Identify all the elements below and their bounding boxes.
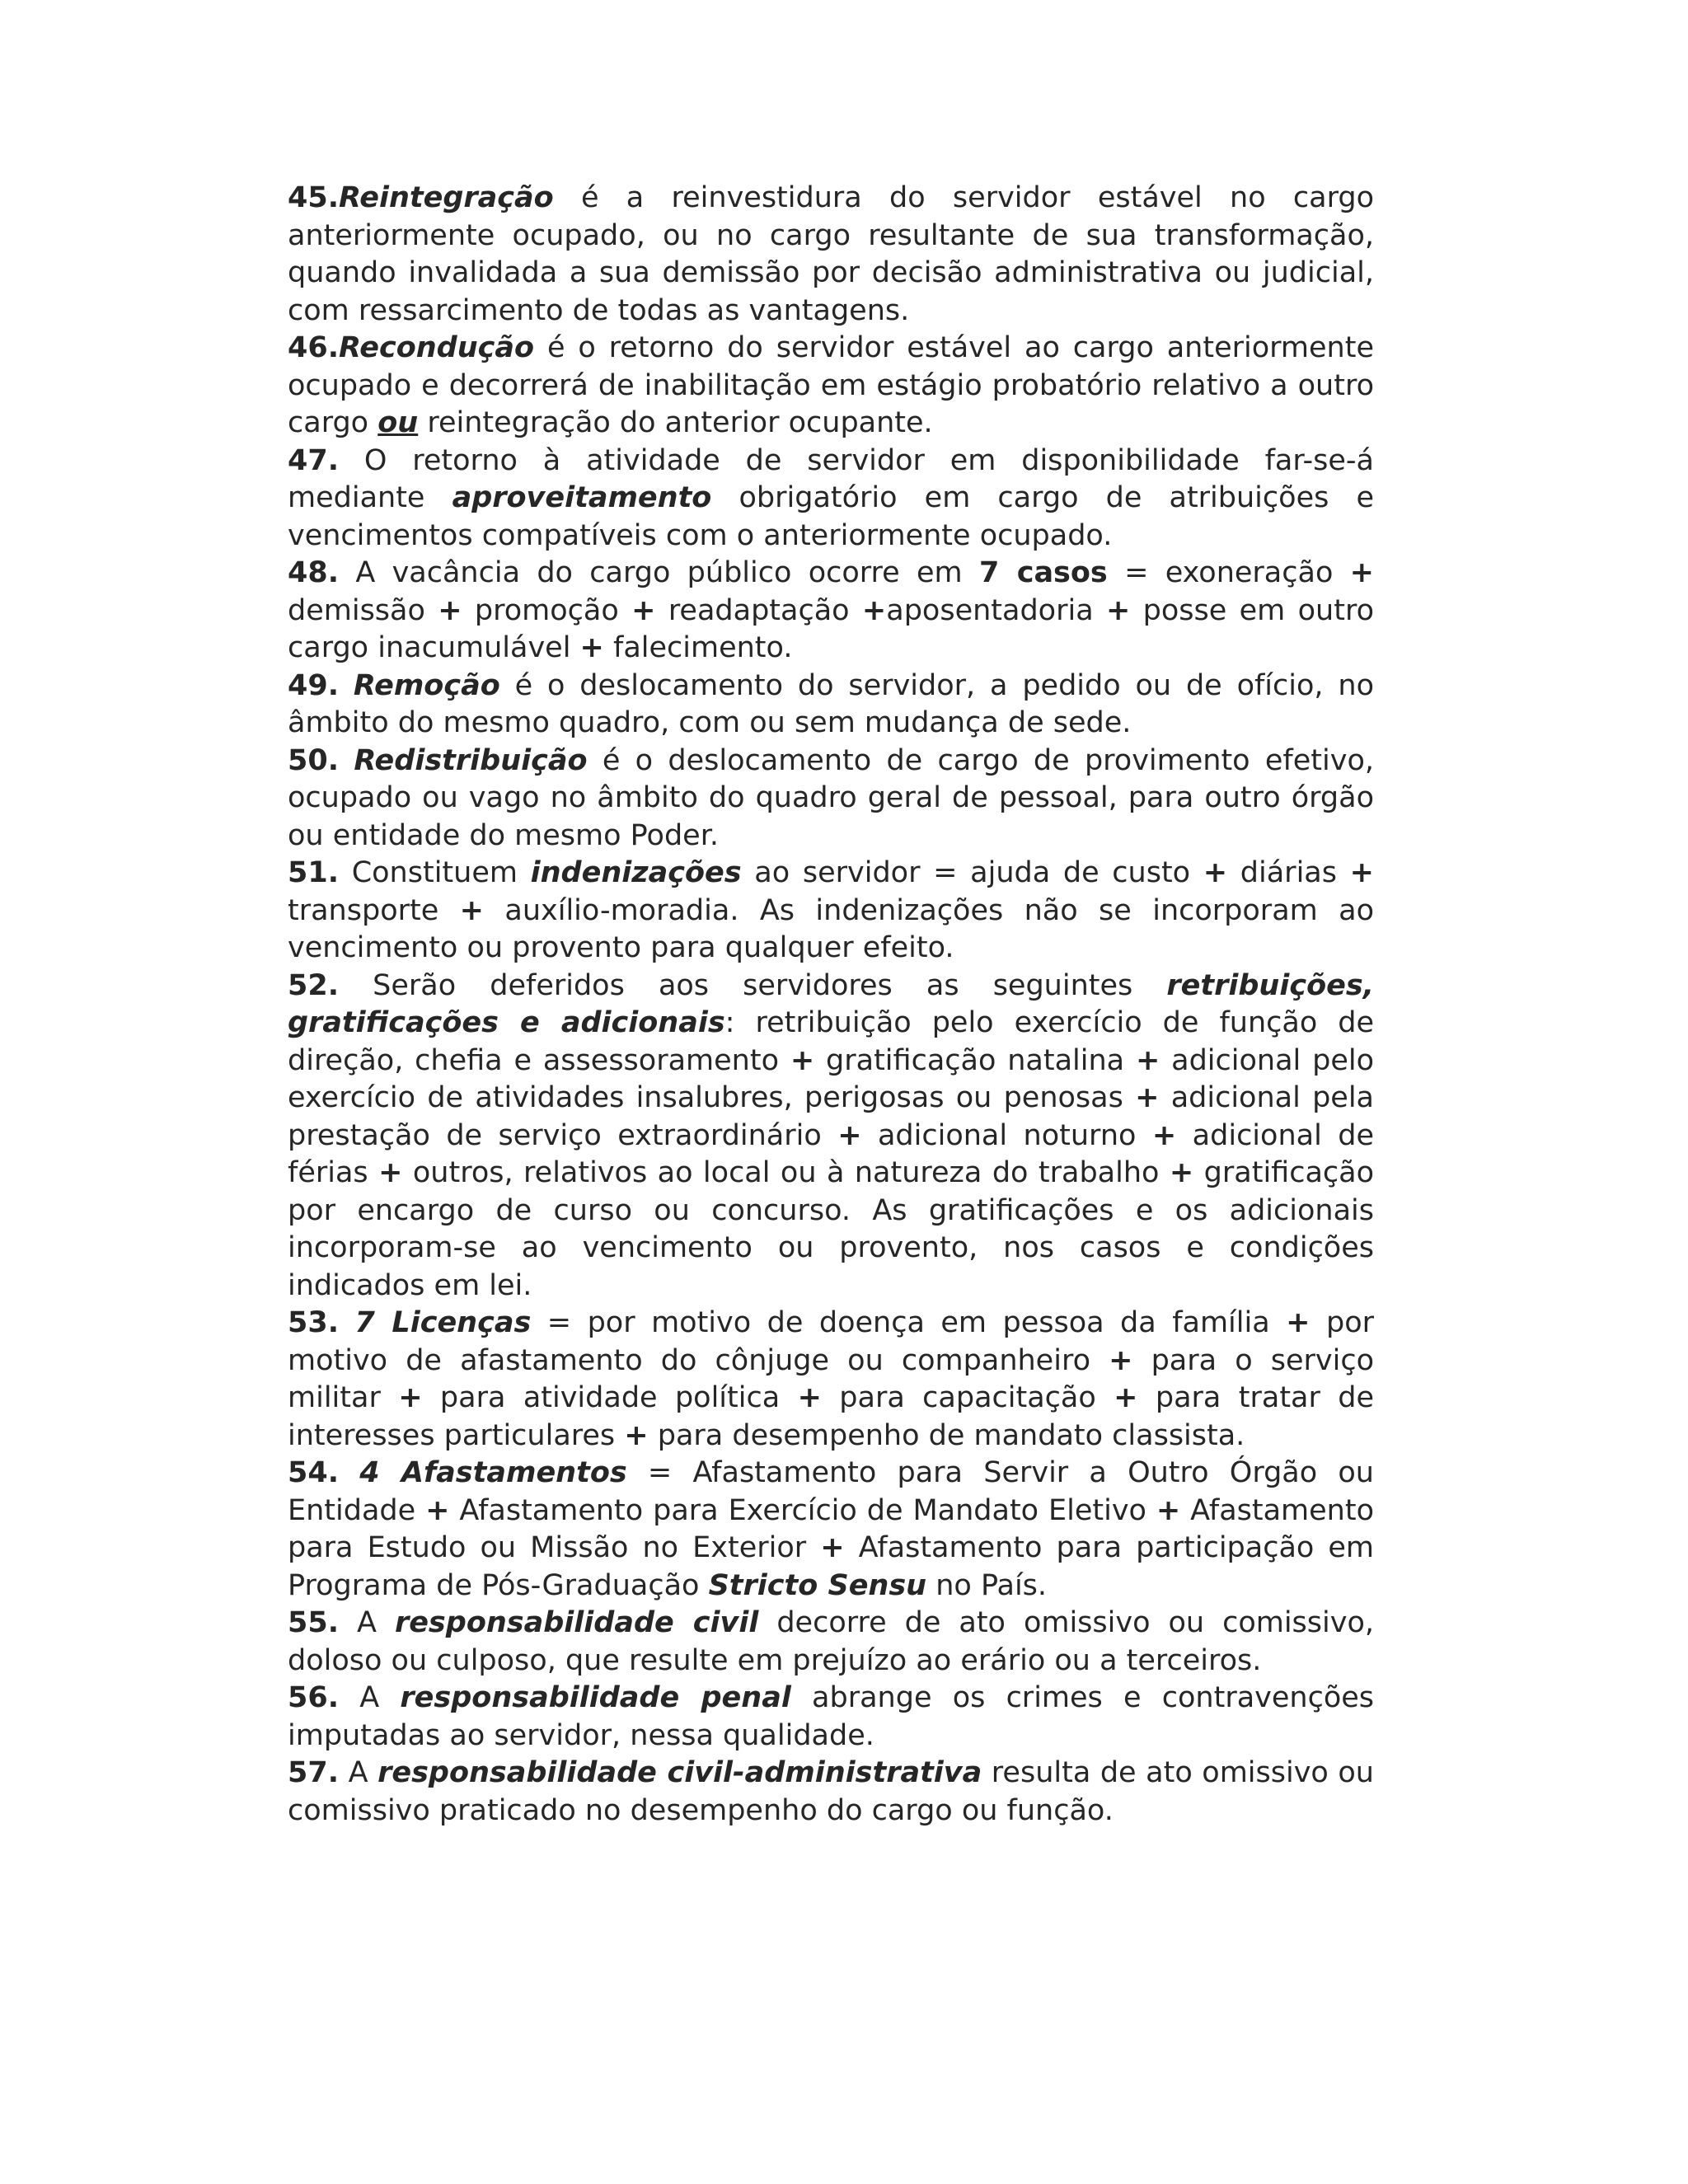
- numbered-paragraph: [288, 1455, 1374, 1605]
- emphasized-text: +: [1286, 1306, 1311, 1339]
- paragraph-text: diárias: [1227, 856, 1350, 889]
- numbered-paragraph: [288, 330, 1374, 443]
- numbered-paragraph: [288, 1305, 1374, 1455]
- paragraph-text: outros, relativos ao local ou à natureza do trabalho: [402, 1156, 1170, 1189]
- paragraph-text: transporte: [288, 893, 460, 927]
- paragraph-text: = exoneração: [1107, 556, 1350, 589]
- emphasized-text: +: [1106, 593, 1131, 627]
- emphasized-text: +: [398, 1381, 423, 1414]
- numbered-paragraph: [288, 1605, 1374, 1680]
- paragraph-text: no País.: [926, 1568, 1048, 1602]
- paragraph-text: adicional pelo exercício de atividades insalubres, perigosas ou penosas: [288, 1043, 1374, 1114]
- paragraph-number: 46.: [288, 331, 340, 364]
- paragraph-text: é o retorno do servidor estável ao cargo anteriormente ocupado e decorrerá de inabilitação em estágio probatório relativo a outro cargo: [288, 331, 1374, 439]
- paragraph-text: Constituem: [339, 856, 531, 889]
- paragraph-text: O retorno à atividade de servidor em disponibilidade far-se-á mediante: [288, 443, 1374, 514]
- paragraph-text: para capacitação: [821, 1381, 1114, 1414]
- paragraph-number: 52.: [288, 968, 340, 1002]
- numbered-paragraph: [288, 743, 1374, 855]
- paragraph-number: 53.: [288, 1306, 340, 1339]
- emphasized-text: +: [1109, 1343, 1133, 1377]
- paragraph-text: demissão: [288, 593, 438, 627]
- paragraph-text: resulta de ato omissivo ou comissivo praticado no desempenho do cargo ou função.: [288, 1756, 1374, 1827]
- paragraph-text: promoção: [462, 593, 632, 627]
- paragraph-number: 50.: [288, 743, 340, 777]
- emphasized-text: retribuições, gratificações e adicionais: [288, 968, 1374, 1039]
- emphasized-text: +: [820, 1531, 845, 1564]
- paragraph-text: gratificação natalina: [814, 1043, 1136, 1077]
- paragraph-number: 51.: [288, 856, 340, 889]
- emphasized-text: Recondução: [339, 331, 535, 364]
- emphasized-text: +: [837, 1118, 862, 1152]
- paragraph-text: = Afastamento para Servir a Outro Órgão ou Entidade: [288, 1456, 1374, 1527]
- paragraph-number: 56.: [288, 1681, 340, 1714]
- numbered-paragraph: [288, 555, 1374, 668]
- emphasized-text: +: [579, 631, 604, 664]
- paragraph-text: adicional de férias: [288, 1118, 1375, 1189]
- emphasized-text: +: [438, 593, 462, 627]
- numbered-paragraph: [288, 180, 1374, 330]
- paragraph-number: 45.: [288, 181, 340, 214]
- emphasized-text: +: [1169, 1156, 1194, 1189]
- paragraph-text: readaptação: [655, 593, 862, 627]
- emphasized-text: 7 casos: [978, 556, 1108, 589]
- paragraph-text: adicional pela prestação de serviço extraordinário: [288, 1081, 1375, 1152]
- document-body: [288, 180, 1374, 1830]
- paragraph-text: para atividade política: [422, 1381, 798, 1414]
- emphasized-text: +: [1151, 1118, 1177, 1152]
- paragraph-text: adicional noturno: [861, 1118, 1152, 1152]
- emphasized-text: responsabilidade civil-administrativa: [377, 1756, 982, 1789]
- paragraph-text: decorre de ato omissivo ou comissivo, doloso ou culposo, que resulte em prejuízo ao erário ou a terceiros.: [288, 1606, 1374, 1677]
- emphasized-text: +: [861, 593, 887, 627]
- paragraph-text: A vacância do cargo público ocorre em: [339, 556, 979, 589]
- paragraph-text: [339, 669, 354, 702]
- numbered-paragraph: [288, 968, 1374, 1305]
- emphasized-text: indenizações: [530, 856, 742, 889]
- paragraph-text: para o serviço militar: [288, 1343, 1374, 1414]
- emphasized-text: aproveitamento: [452, 481, 712, 514]
- paragraph-number: 55.: [288, 1606, 340, 1639]
- paragraph-text: para tratar de interesses particulares: [288, 1381, 1375, 1452]
- emphasized-text: Remoção: [353, 668, 500, 702]
- paragraph-number: 49.: [288, 668, 340, 702]
- emphasized-text: +: [790, 1043, 815, 1077]
- emphasized-text: +: [1135, 1081, 1160, 1114]
- paragraph-text: obrigatório em cargo de atribuições e vencimentos compatíveis com o anteriormente ocupado.: [288, 481, 1374, 552]
- paragraph-number: 48.: [288, 556, 340, 589]
- emphasized-text: +: [1135, 1043, 1160, 1077]
- emphasized-text: Redistribuição: [354, 743, 588, 777]
- numbered-paragraph: [288, 1680, 1374, 1755]
- emphasized-text: +: [1203, 856, 1228, 889]
- emphasized-text: responsabilidade civil: [394, 1606, 759, 1639]
- emphasized-text: +: [1349, 856, 1374, 889]
- paragraph-text: para desempenho de mandato classista.: [648, 1418, 1245, 1452]
- paragraph-text: [339, 1306, 354, 1339]
- paragraph-text: falecimento.: [603, 631, 793, 664]
- emphasized-text: +: [624, 1418, 649, 1452]
- paragraph-text: A: [339, 1756, 378, 1789]
- paragraph-text: A: [339, 1681, 401, 1714]
- emphasized-text: +: [425, 1493, 450, 1527]
- paragraph-text: Afastamento para Estudo ou Missão no Exterior: [288, 1493, 1374, 1564]
- numbered-paragraph: [288, 855, 1374, 968]
- emphasized-text: +: [631, 593, 656, 627]
- paragraph-text: aposentadoria: [886, 593, 1106, 627]
- paragraph-text: é a reinvestidura do servidor estável no cargo anteriormente ocupado, ou no cargo resultante de sua transformação, quando invalidada a sua demissão por decisão administrativa ou judicial, com ressarcimento de todas as vantagens.: [288, 181, 1374, 327]
- emphasized-text: ou: [377, 406, 419, 439]
- paragraph-text: por motivo de afastamento do cônjuge ou companheiro: [288, 1306, 1374, 1377]
- emphasized-text: +: [797, 1381, 822, 1414]
- paragraph-text: gratificação por encargo de curso ou concurso. As gratificações e os adicionais incorporam-se ao vencimento ou provento, nos casos e condições indicados em lei.: [288, 1156, 1375, 1302]
- paragraph-text: Afastamento para Exercício de Mandato Eletivo: [449, 1493, 1156, 1527]
- emphasized-text: +: [459, 893, 484, 927]
- paragraph-number: 54.: [288, 1456, 340, 1489]
- paragraph-number: 47.: [288, 443, 340, 477]
- paragraph-text: é o deslocamento de cargo de provimento efetivo, ocupado ou vago no âmbito do quadro geral de pessoal, para outro órgão ou entidade do mesmo Poder.: [288, 743, 1374, 852]
- paragraph-text: abrange os crimes e contravenções imputadas ao servidor, nessa qualidade.: [288, 1681, 1375, 1752]
- numbered-paragraph: [288, 1755, 1374, 1830]
- paragraph-text: é o deslocamento do servidor, a pedido ou de ofício, no âmbito do mesmo quadro, com ou sem mudança de sede.: [288, 668, 1374, 739]
- paragraph-text: A: [339, 1606, 395, 1639]
- paragraph-number: 57.: [288, 1756, 340, 1789]
- emphasized-text: Stricto Sensu: [708, 1568, 927, 1602]
- numbered-paragraph: [288, 443, 1374, 555]
- paragraph-text: Serão deferidos aos servidores as seguintes: [339, 968, 1167, 1002]
- paragraph-text: reintegração do anterior ocupante.: [418, 406, 933, 439]
- emphasized-text: +: [1349, 556, 1374, 589]
- emphasized-text: 4 Afastamentos: [359, 1456, 627, 1489]
- paragraph-text: [339, 1456, 359, 1489]
- emphasized-text: +: [1156, 1493, 1181, 1527]
- paragraph-text: Afastamento para participação em Programa de Pós-Graduação: [288, 1531, 1375, 1602]
- paragraph-text: auxílio-moradia. As indenizações não se incorporam ao vencimento ou provento para qualquer efeito.: [288, 893, 1374, 964]
- emphasized-text: responsabilidade penal: [400, 1681, 791, 1714]
- paragraph-text: : retribuição pelo exercício de função de direção, chefia e assessoramento: [288, 1006, 1374, 1077]
- emphasized-text: +: [378, 1156, 403, 1189]
- emphasized-text: 7 Licenças: [354, 1306, 532, 1339]
- emphasized-text: Reintegração: [339, 181, 554, 214]
- emphasized-text: +: [1114, 1381, 1138, 1414]
- paragraph-text: [339, 744, 354, 777]
- paragraph-text: = por motivo de doença em pessoa da família: [531, 1306, 1287, 1339]
- numbered-paragraph: [288, 668, 1374, 743]
- paragraph-text: posse em outro cargo inacumulável: [288, 593, 1374, 664]
- paragraph-text: ao servidor = ajuda de custo: [741, 856, 1203, 889]
